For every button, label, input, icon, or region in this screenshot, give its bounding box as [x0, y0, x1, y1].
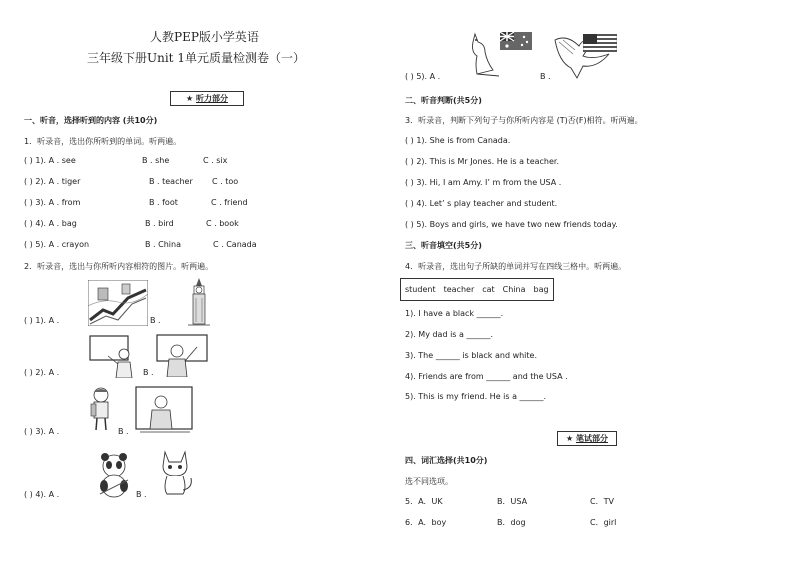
answer-bracket[interactable]: ( ) — [24, 156, 33, 165]
option-b: B . — [143, 368, 154, 377]
part4-item-5-a: 5．A．UK — [405, 497, 443, 506]
option-c: C . too — [212, 177, 239, 186]
part2-item-3: ( ) 3). Hi, I am Amy. I’ m from the USA . — [405, 178, 562, 187]
answer-bracket[interactable]: ( ) — [405, 178, 414, 187]
option-b: B . teacher — [149, 177, 193, 186]
panda-image — [96, 452, 132, 498]
q2-item-4: ( ) 4). A . — [24, 490, 60, 499]
kangaroo-image — [465, 30, 503, 78]
option-b: B . bird — [145, 219, 174, 228]
part2-item-4: ( ) 4). Let’ s play teacher and student. — [405, 199, 558, 208]
writing-section-label: 笔试部分 — [575, 434, 608, 443]
part4-heading: 四、词汇选择(共10分) — [405, 456, 488, 465]
q2-instruction: 2．听录音，选出与你所听内容相符的图片。听两遍。 — [24, 262, 214, 271]
part4-item-5-b: B．USA — [497, 497, 528, 506]
option-a: 2). A . tiger — [35, 177, 81, 186]
option-a: 3). A . from — [35, 198, 81, 207]
q1-item-5 — [24, 240, 89, 249]
answer-bracket[interactable]: ( ) — [24, 177, 33, 186]
part1-heading: 一、听音，选择听到的内容 (共10分) — [24, 116, 158, 125]
page-title: 人教PEP版小学英语 — [150, 30, 259, 44]
usa-flag-icon — [583, 34, 617, 52]
fill-item-4[interactable]: 4). Friends are from ______ and the USA . — [405, 372, 568, 381]
option-c: C . book — [206, 219, 239, 228]
word-bank-item: student — [405, 285, 436, 294]
answer-bracket[interactable]: ( ) — [405, 136, 414, 145]
writing-section-box — [557, 431, 617, 446]
part3-heading: 三、听音填空(共5分) — [405, 241, 482, 250]
big-ben-image — [188, 278, 210, 326]
part4-instruction: 选不同选项。 — [405, 477, 453, 486]
student-boy-image — [88, 386, 114, 432]
answer-bracket[interactable]: ( ) — [24, 490, 33, 499]
answer-bracket[interactable]: ( ) — [24, 427, 33, 436]
q1-item-3 — [24, 198, 80, 207]
answer-bracket[interactable]: ( ) — [24, 219, 33, 228]
option-c: C . friend — [211, 198, 248, 207]
word-bank-item: bag — [533, 285, 549, 294]
boy-blackboard-image — [88, 334, 138, 378]
answer-bracket[interactable]: ( ) — [405, 72, 414, 81]
fill-item-1[interactable]: 1). I have a black ______. — [405, 309, 504, 318]
q2-item-2: ( ) 2). A . — [24, 368, 60, 377]
q2-item-3: ( ) 3). A . — [24, 427, 60, 436]
listening-section-box — [170, 91, 244, 106]
q1-item-1 — [24, 156, 76, 165]
answer-bracket[interactable]: ( ) — [24, 240, 33, 249]
star-icon: ★ — [566, 434, 574, 443]
answer-bracket[interactable]: ( ) — [405, 220, 414, 229]
listening-section-label: 听力部分 — [195, 94, 228, 103]
option-b: B . — [150, 316, 161, 325]
teacher-pointing-image — [135, 386, 193, 434]
option-a: 4). A . bag — [35, 219, 77, 228]
option-b: B . — [540, 72, 551, 81]
answer-bracket[interactable]: ( ) — [24, 368, 33, 377]
cat-image — [155, 448, 195, 496]
option-b: B . foot — [149, 198, 178, 207]
option-c: C . Canada — [213, 240, 257, 249]
star-icon: ★ — [186, 94, 194, 103]
option-b: B . she — [142, 156, 170, 165]
word-bank-item: China — [502, 285, 526, 294]
part2-item-2: ( ) 2). This is Mr Jones. He is a teacher. — [405, 157, 560, 166]
answer-bracket[interactable]: ( ) — [24, 198, 33, 207]
part2-heading: 二、听音判断(共5分) — [405, 96, 482, 105]
option-b: B . China — [145, 240, 181, 249]
part2-item-1: ( ) 1). She is from Canada. — [405, 136, 511, 145]
part2-item-5: ( ) 5). Boys and girls, we have two new friends today. — [405, 220, 618, 229]
part3-instruction: 4．听录音，选出句子所缺的单词并写在四线三格中。听两遍。 — [405, 262, 627, 271]
answer-bracket[interactable]: ( ) — [405, 157, 414, 166]
q2-item-1: ( ) 1). A . — [24, 316, 60, 325]
word-bank-item: cat — [482, 285, 495, 294]
page-subtitle: 三年级下册Unit 1单元质量检测卷（一） — [87, 51, 305, 65]
part4-item-5-c: C．TV — [590, 497, 614, 506]
part4-item-6-b: B．dog — [497, 518, 526, 527]
part2-instruction: 3．听录音，判断下列句子与你所听内容是 (T)否(F)相符。听两遍。 — [405, 116, 643, 125]
option-a: 1). A . see — [35, 156, 76, 165]
answer-bracket[interactable]: ( ) — [405, 199, 414, 208]
great-wall-image — [88, 280, 148, 326]
option-b: B . — [136, 490, 147, 499]
q1-item-2 — [24, 177, 80, 186]
fill-item-2[interactable]: 2). My dad is a ______. — [405, 330, 493, 339]
option-a: 5). A . crayon — [35, 240, 90, 249]
teacher-image — [155, 333, 210, 377]
option-b: B . — [118, 427, 129, 436]
answer-bracket[interactable]: ( ) — [24, 316, 33, 325]
option-c: C . six — [203, 156, 228, 165]
word-bank-item: teacher — [443, 285, 475, 294]
q1-instruction: 1．听录音，选出你所听到的单词。听两遍。 — [24, 137, 182, 146]
fill-item-5[interactable]: 5). This is my friend. He is a ______. — [405, 392, 547, 401]
part4-item-6-a: 6．A．boy — [405, 518, 447, 527]
word-bank — [400, 278, 554, 301]
q1-item-4 — [24, 219, 77, 228]
q2-item-5: ( ) 5). A . — [405, 72, 441, 81]
fill-item-3[interactable]: 3). The ______ is black and white. — [405, 351, 538, 360]
australia-flag-icon — [500, 32, 532, 50]
part4-item-6-c: C．girl — [590, 518, 617, 527]
